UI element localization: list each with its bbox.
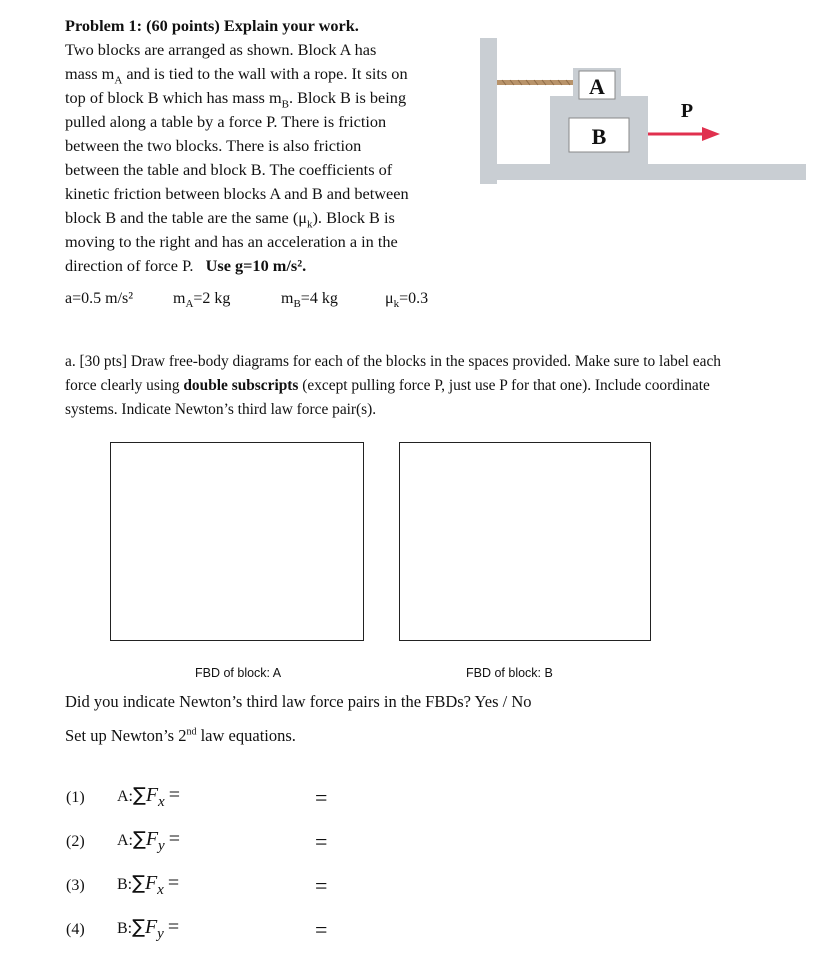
problem-line: between the two blocks. There is also friction	[65, 136, 362, 155]
fbd-a-caption: FBD of block: A	[195, 666, 282, 680]
equation-equals: =	[315, 829, 328, 854]
block-a-label: A	[589, 74, 605, 99]
problem-line: pulled along a table by a force P. There is friction	[65, 112, 387, 131]
wall	[480, 38, 497, 184]
equation-equals: =	[315, 873, 328, 898]
equation-equals: =	[315, 917, 328, 942]
equation-equals: =	[315, 785, 328, 810]
problem-title: Problem 1: (60 points) Explain your work.	[65, 16, 359, 35]
equation-number: (4)	[66, 921, 85, 938]
table-surface	[480, 164, 806, 180]
equation-label: $B:\sum F_x$ =	[117, 872, 180, 899]
equation-label: $B:\sum F_y$ =	[117, 916, 180, 943]
use-g-note: Use g=10 m/s².	[205, 256, 307, 275]
given-mass-a: $m_A=2$ kg	[173, 290, 231, 311]
fbd-box-b[interactable]	[399, 442, 651, 641]
problem-line: moving to the right and has an acceleration a in the	[65, 232, 398, 251]
problem-line: mass $m_A$ and is tied to the wall with a rope. It sits on	[65, 64, 408, 87]
given-acceleration: a=0.5 m/s²	[65, 290, 134, 307]
equation-label: $A:\sum F_y$ =	[117, 828, 180, 855]
problem-line: direction of force P. Use g=10 m/s².	[65, 256, 307, 275]
second-law-prompt: Set up Newton’s 2nd law equations.	[65, 726, 296, 745]
problem-line: between the table and block B. The coefficients of	[65, 160, 393, 179]
third-law-question: Did you indicate Newton’s third law force pairs in the FBDs? Yes / No	[65, 692, 532, 711]
fbd-b-caption: FBD of block: B	[466, 666, 553, 680]
problem-statement	[65, 14, 457, 278]
equation-number: (2)	[66, 833, 85, 850]
given-mass-b: $m_B=4$ kg	[281, 290, 338, 311]
equation-label: $A:\sum F_x$ =	[117, 784, 180, 811]
force-p-label: P	[680, 100, 694, 122]
problem-line: top of block B which has mass $m_B$. Block B is being	[65, 88, 407, 111]
double-subscripts-emphasis: double subscripts	[183, 377, 299, 394]
fbd-box-a[interactable]	[110, 442, 364, 641]
block-b-label: B	[591, 124, 607, 149]
problem-line: block B and the table are the same $(\mu_k)$. Block B is	[65, 208, 395, 231]
equation-number: (3)	[66, 877, 85, 894]
part-a-instructions: a. [30 pts] Draw free-body diagrams for each of the blocks in the spaces provided. Make sure to label each force clearly using double subscripts (except pulling force P, just use P for that one). Include coordinate systems. Indicate Newton’s third law force pair(s).	[65, 353, 721, 418]
problem-line: Two blocks are arranged as shown. Block A has	[65, 40, 377, 59]
problem-line: kinetic friction between blocks A and B and between	[65, 184, 409, 203]
given-friction-coefficient: $\mu_k=0.3$	[385, 290, 429, 311]
blocks-diagram	[480, 38, 806, 184]
force-arrow-icon	[702, 127, 720, 141]
equation-number: (1)	[66, 789, 85, 806]
